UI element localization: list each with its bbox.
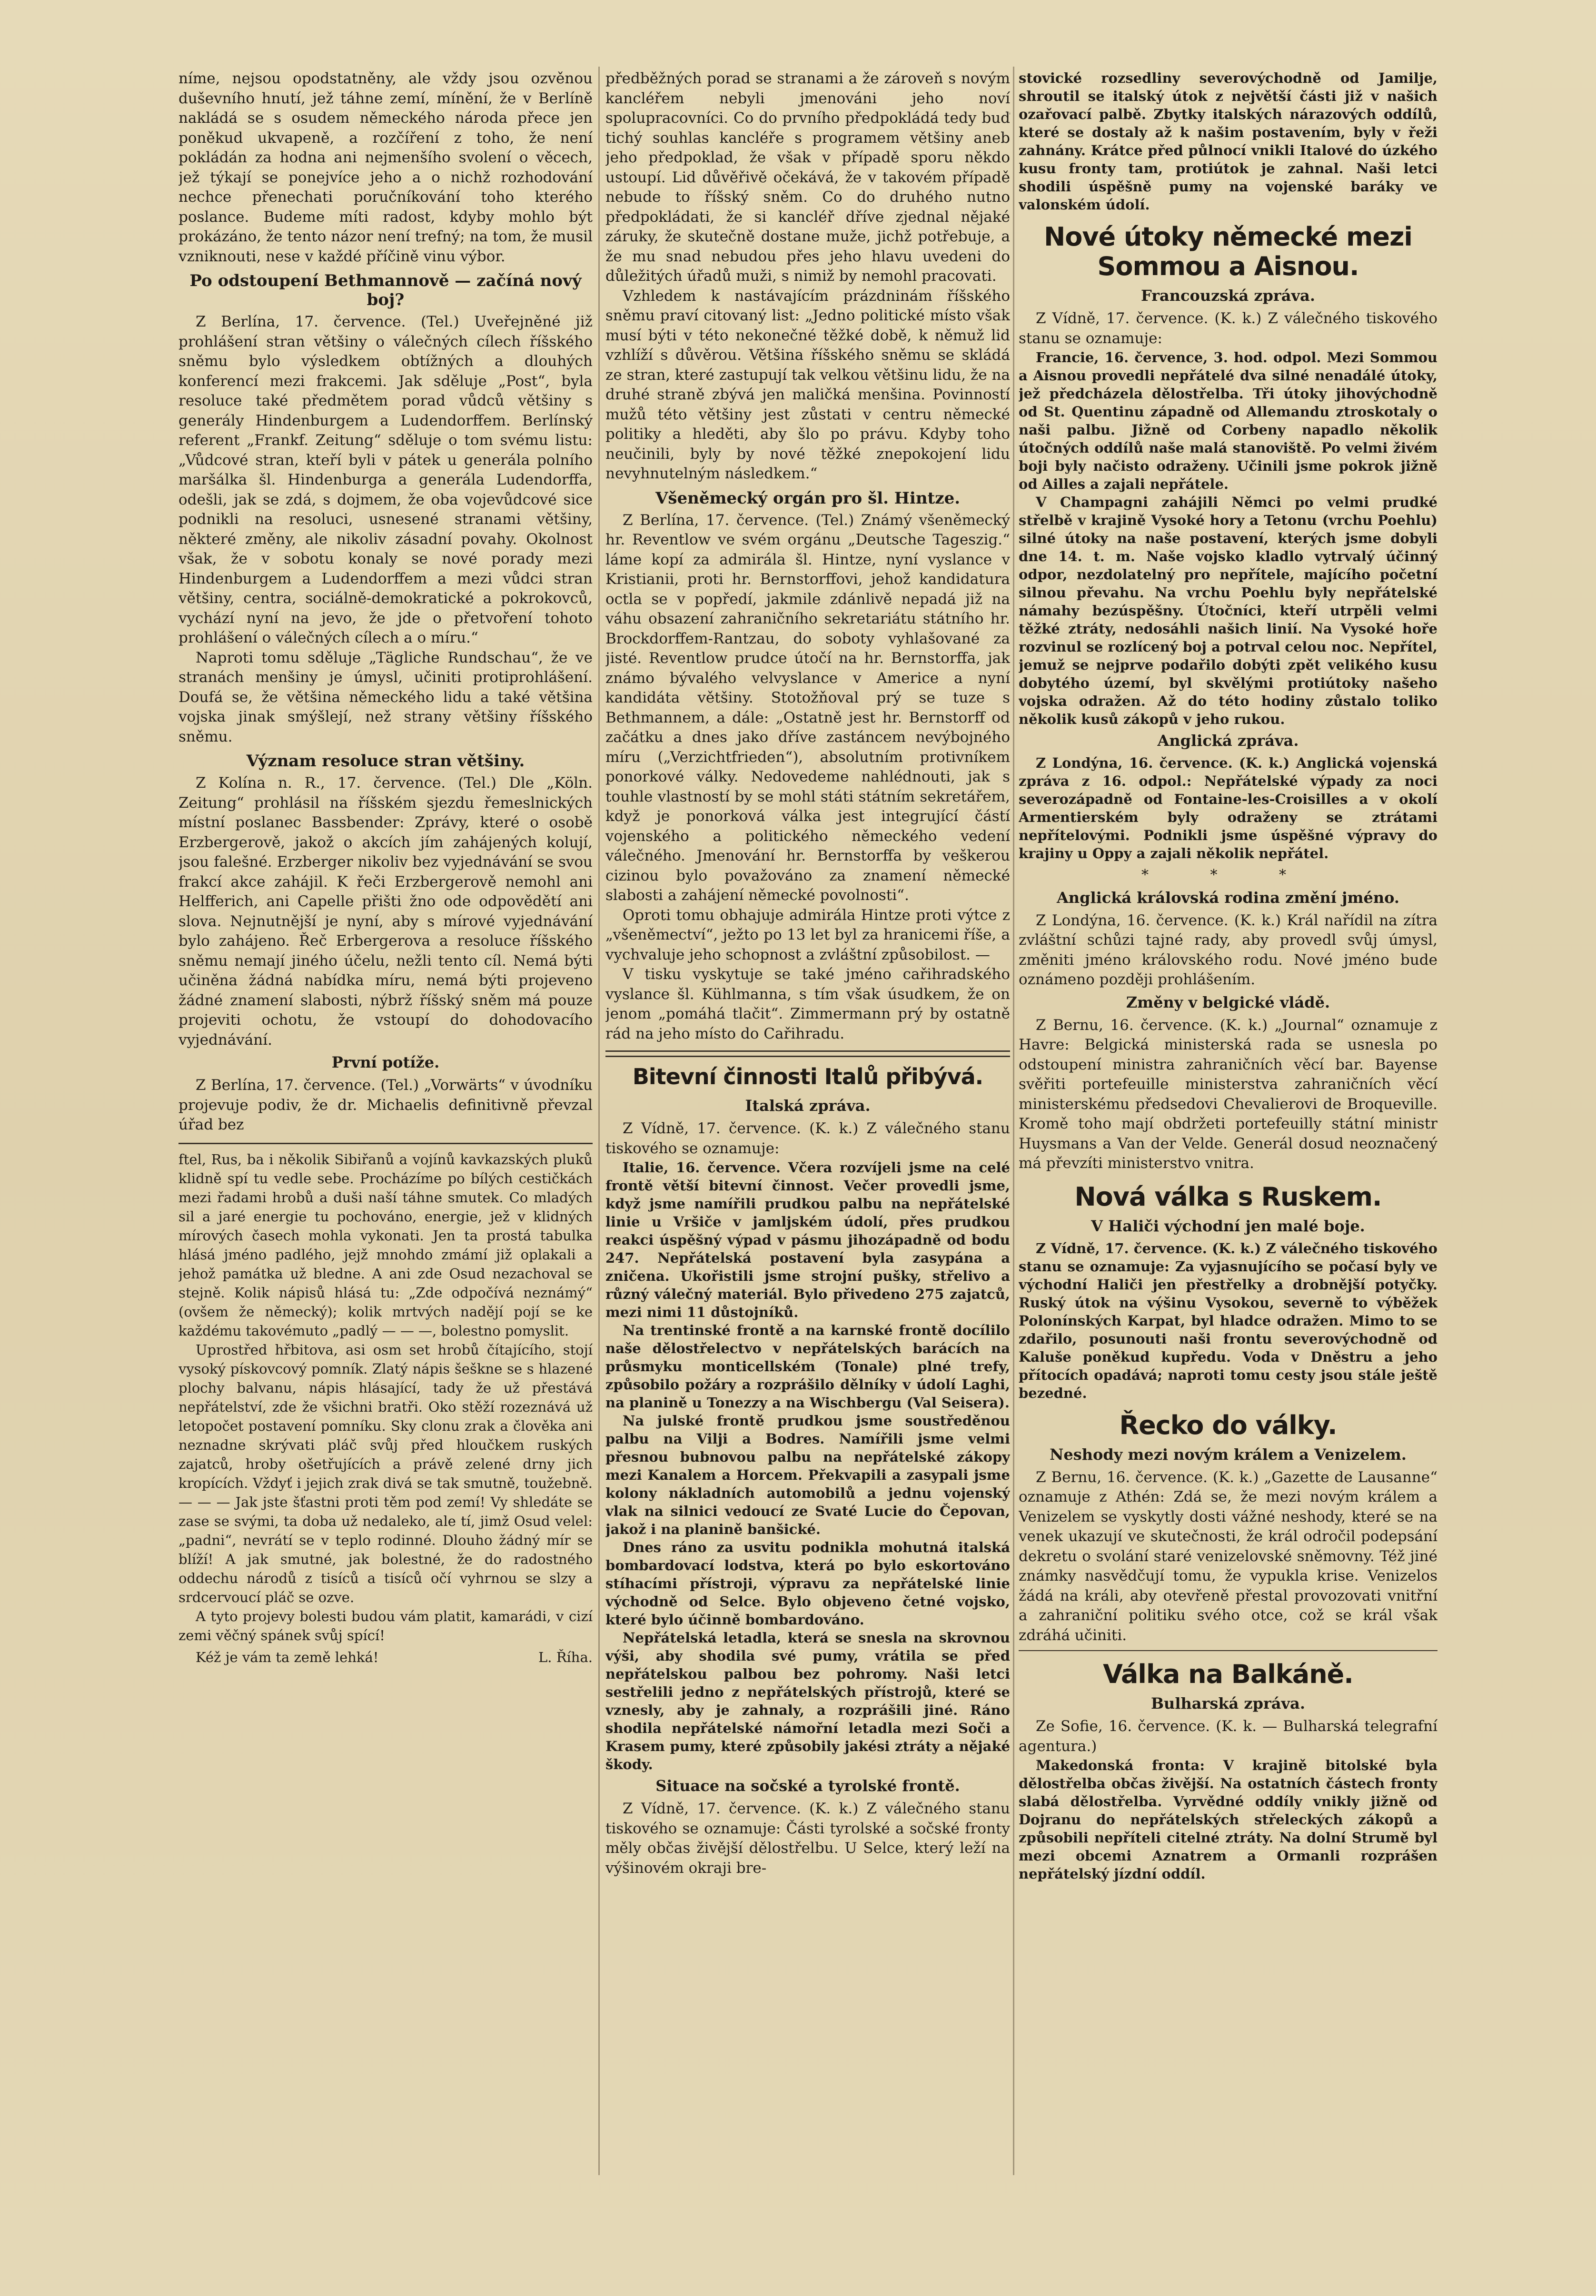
- article-text: Nepřátelská letadla, která se snesla na skrovnou výši, aby shodila své pumy, vrátila se před nepřátelskou palbou bez pohromy. Naši letci sestřelili jedno z nepřátelských přístrojů, které se vznesly, aby je zahnaly, a rozprášili jiné. Ráno shodila nepřátelské námořní letadla mezi Soči a Krasem pumy, které způsobily jakési ztráty a nějaké škody.: [605, 1630, 1010, 1772]
- article-text: Makedonská fronta: V krajině bitolské byla dělostřelba občas živější. Na ostatních částech fronty slabá dělostřelba. Vyrvědné oddíly vnikly jižně od Dojranu do nepřátelských střeleckých zákopů a způsobili nepříteli citelné ztráty. Na dolní Strumě byl mezi obcemi Aznatrem a Ormanli rozprášen nepřátelský jízdní oddíl.: [1019, 1757, 1437, 1882]
- section-rule: [1019, 1650, 1437, 1651]
- article-text: V tisku vyskytuje se také jméno cařihradského vyslance šl. Kühlmanna, s tím však úsudkem, že on jenom „pomáhá tlačit“. Zimmermann prý by ostatně rád na jeho místo do Cařihradu.: [605, 966, 1010, 1042]
- headline-vyznam: Význam resoluce stran většiny.: [246, 752, 525, 771]
- article-text: V Champagni zahájili Němci po velmi prudké střelbě v krajině Vysoké hory a Tetonu (vrchu Poehlu) silné útoky na naše postavení, kterých jsme dobyli dne 14. t. m. Naše vojsko kladlo vytrvalý účinný odpor, nezdolatelný pro nepřítele, majícího početní silnou převahu. Na vrchu Poehlu byly nepřátelské námahy bezúspěšny. Útočníci, kteří utrpěli velmi těžké ztráty, nedosáhli našich linií. Na Vysoké hoře rozvinul se rozlícený boj a potrval celou noc. Nepřítel, jemuž se nejprve podařilo dobýti zpět velikého kusu dobytého území, byl skvělými protiútoky našeho vojska odražen. Až do této hodiny zůstalo toliko několik kusů zákopů v jeho rukou.: [1019, 494, 1437, 727]
- feuilleton-text: Uprostřed hřbitova, asi osm set hrobů čítajícího, stojí vysoký pískovcový pomník. Zlatý nápis šeškne se s hlazené plochy balvanu, nápis hlásající, tady že už přestává nepřátelství, zde že všichni bratři. Oko stěží rozeznává už letopočet postavení pomníku. Sky clonu zrak a člověka ani neznadne skrývati pláč svůj před hloučkem ruských zajatců, hroby ošetřujících a právě zelené drny jich kropících. Vždyť i jejich zrak divá se tak smutně, toužebně. — — — Jak jste šťastni proti těm pod zemí! Vy shledáte se zase se svými, ta doba už nedaleko, ale tí, jimž Osud velel: „padni“, nevrátí se v teplo rodinné. Dlouho žádný mír se blíží! A jak smutné, jak bolestné, že do radostného oddechu národů z tisíců a tisíců očí vyhrnou se slzy a srdcervoucí pláč se ozve.: [178, 1341, 593, 1605]
- article-text: stovické rozsedliny severovýchodně od Jamilje, shroutil se italský útok z největší části již v našich ozařovací palbě. Zbytky italských nárazových oddílů, které se dostaly až k našim postavením, byly v řeži zahnány. Krátce před půlnocí vnikli Italové do úzkého kusu fronty tam, protiútok je zahnal. Naši letci shodili úspěšně pumy na vojenské baráky ve valonském údolí.: [1019, 70, 1437, 213]
- article-text: Francie, 16. července, 3. hod. odpol. Mezi Sommou a Aisnou provedli nepřátelé dva silné nenadálé útoky, jež předcházela dělostřelba. Tři útoky jihovýchodně od St. Quentinu západně od Allemandu ztroskotaly o naši palbu. Jižně od Corbeny napadlo několik útočných oddílů naše malá stanoviště. Po velmi živém boji byly načisto odraženy. Učinili jsme pokrok jižně od Ailles a zajali nepřátele.: [1019, 349, 1437, 492]
- headline-kralovska-rodina: Anglická královská rodina změní jméno.: [1056, 888, 1400, 907]
- article-text: Na trentinské frontě a na karnské frontě docílilo naše dělostřelectvo v nepřátelských barácích na průsmyku monticellském (Tonale) plné trefy, způsobilo požáry a rozprášilo dělníky v údolí Laghi, na planině u Tonezzy a na Wischbergu (Val Seisera).: [605, 1322, 1010, 1411]
- column-3: [1019, 69, 1437, 2173]
- feuilleton: [178, 1143, 593, 1667]
- subhead-italska: Italská zpráva.: [745, 1097, 871, 1115]
- subhead-neshody: Neshody mezi novým králem a Venizelem.: [1050, 1445, 1407, 1464]
- subhead-halic: V Haliči východní jen malé boje.: [1091, 1217, 1365, 1235]
- headline-nova-valka: Nová válka s Ruskem.: [1074, 1181, 1382, 1212]
- section-rule: [605, 1050, 1010, 1057]
- article-text: Italie, 16. července. Včera rozvíjeli jsme na celé frontě větší bitevní činnost. Večer provedli jsme, když jsme namířili prudkou palbu na nepřátelské linie u Vršiče v jamljském údolí, přes prudkou reakci úspěšný výpad v pásmu jihozápadně od bodu 247. Nepřátelská postavení byla zasypána a zničena. Ukořistili jsme strojní pušky, střelivo a různý válečný materiál. Bylo přivedeno 275 zajatců, mezi nimi 11 důstojníků.: [605, 1159, 1010, 1320]
- article-text: Z Londýna, 16. července. (K. k.) Anglická vojenská zpráva z 16. odpol.: Nepřátelské výpady za noci severozápadně od Fontaine-les-Croisilles a v okolí Armentierském byly odraženy se ztrátami nepřítelovými. Podnikli jsme úspěšné výpravy do krajiny u Oppy a zajali několik nepřátel.: [1019, 755, 1437, 861]
- article-text: Z Vídně, 17. července. (K. k.) Z válečného stanu tiskového se oznamuje:: [605, 1120, 1010, 1157]
- headline-bethmann: Po odstoupení Bethmannově — začíná nový boj?: [189, 271, 582, 309]
- headline-belgicka: Změny v belgické vládě.: [1126, 993, 1330, 1011]
- headline-recko: Řecko do války.: [1119, 1410, 1337, 1440]
- feuilleton-signature: [178, 1648, 593, 1667]
- headline-socska: Situace na sočské a tyrolské frontě.: [655, 1777, 960, 1795]
- column-1: [178, 69, 593, 2173]
- article-text: Z Kolína n. R., 17. července. (Tel.) Dle „Köln. Zeitung“ prohlásil na říšském sjezdu řemeslnických místní poslanec Bassbender: Zprávy, které o osobě Erzbergerově, jakož o akcích jím zahájených kolují, jsou falešné. Erzberger nikoliv bez vyjednávání se svou frakcí akce zahájil. K řeči Erzbergerově nemohl ani Helfferich, ani Capelle přišti žno ode odpovědětí ani slova. Nejnutnější je nyní, aby s mírové vyjednávání bylo zahájeno. Řeč Erbergerova a resoluce říšského sněmu nemají jiného účelu, nežli tento cíl. Nemá býti učiněna žádná nabídka míru, nemá býti projeveno žádné znamení slabosti, nýbrž říšský sněm má pouze projeviti ochotu, že vstoupí do dohodovacího vyjednávání.: [178, 774, 593, 1049]
- column-rule: [1013, 67, 1014, 2175]
- feuilleton-text: A tyto projevy bolesti budou vám platit, kamarádi, v cizí zemi věčný spánek svůj spící!: [178, 1608, 593, 1643]
- article-text: Z Vídně, 17. července. (K. k.) Z válečného stanu tiskového se oznamuje: Části tyrolské a sočské fronty měly občas živější dělostřelbu. U Selce, který leží na výšinovém okraji bre-: [605, 1800, 1010, 1877]
- article-text: Z Bernu, 16. července. (K. k.) „Gazette de Lausanne“ oznamuje z Athén: Zdá se, že mezi novým králem a Venizelem se vyskytly dosti vážné neshody, které se na venek ukazují ve skutečnosti, že král odročil podepsání dekretu o svolání staré venizelovské sněmovny. Též jiné známky nasvědčují tomu, že vypukla krise. Venizelos žádá na králi, aby otevřeně přestal provozovati vnitřní a zahraniční politiku svého otce, což se král však zdráhá učiniti.: [1019, 1468, 1437, 1644]
- article-text: Z Berlína, 17. července. (Tel.) „Vorwärts“ v úvodníku projevuje podiv, že dr. Michaelis definitivně převzal úřad bez: [178, 1077, 593, 1133]
- article-text: Z Bernu, 16. července. (K. k.) „Journal“ oznamuje z Havre: Belgická ministerská rada se usnesla po odstoupení ministra zahraničních věcí bar. Bayense svěřiti portefeuille ministerstva zahraničních věcí ministerskému předsedovi Chevalierovi de Broqueville. Kromě toho mají obdržeti portefeuilly státní ministr Huysmans a Van der Velde. Generál dosud neoznačený má převzíti ministerstvo vnitra.: [1019, 1016, 1437, 1172]
- article-text: Z Berlína, 17. července. (Tel.) Známý všeněmecký hr. Reventlow ve svém orgánu „Deutsche Tageszig.“ láme kopí za admirála šl. Hintze, nyní vyslance v Kristianii, proti hr. Bernstorffovi, jehož kandidatura octla se v popředí, jakmile zdánlivě nepadá již na váhu obsazení zahraničního sekretariátu státního hr. Brockdorffem-Rantzau, do soboty vyhlašované za jisté. Reventlow prudce útočí na hr. Bernstorffa, jak známo bývalého velvyslance v Americe a nyní kandidáta většiny. Stotožňoval prý se tuze s Bethmannem, a dále: „Ostatně jest hr. Bernstorff od začátku a dnes jako dříve zastáncem nevýbojného míru („Verzichtfrieden“), absolutním protivníkem ponorkové války. Nedovedeme nahlédnouti, jak s touhle vlastností by se mohl státi státním sekretářem, když je ponorková válka jest integrující částí vojenského a politického německého vedení válečného. Jmenování hr. Bernstorffa by veškerou cizinou bylo považováno za znamení německé slabosti a zahájení německé povolnosti“.: [605, 511, 1010, 904]
- article-text: Oproti tomu obhajuje admirála Hintze proti výtce z „všeněmectví“, ježto po 13 let byl za hranicemi říše, a vychvaluje jeho schopnost a zvláštní způsobilost. —: [605, 906, 1010, 963]
- column-2: [605, 69, 1010, 2173]
- headline-vsenemecky: Všeněmecký orgán pro šl. Hintze.: [655, 488, 961, 508]
- article-text: Z Berlína, 17. července. (Tel.) Uveřejněné již prohlášení stran většiny o válečných cílech říšského sněmu bylo výsledkem obtížných a dlouhých konferencí mezi frakcemi. Jak sděluje „Post“, byla resoluce také předmětem porad vůdců většiny s generály Hindenburgem a Ludendorffem. Berlínský referent „Frankf. Zeitung“ sděluje o tom svému listu: „Vůdcové stran, kteří byli v pátek u generála polního maršálka šl. Hindenburga a generála Ludendorffa, odešli, jak se zdá, s dojmem, že oba vojevůdcové sice podnikli na resoluci, usnesené stranami většiny, některé změny, ale nikoliv zásadní povahy. Okolnost však, že v sobotu konaly se nové porady mezi Hindenburgem a Ludendorffem a mezi vůdci stran většiny, centra, sociálně-demokratické a pokrokovců, vychází nyní na jevo, že jde o přetvoření tohoto prohlášení o válečných cílech a o míru.“: [178, 313, 593, 646]
- article-text: předběžných porad se stranami a že zároveň s novým kancléřem nebyli jmenováni jeho noví spolupracovníci. Co do prvního předpokládá tedy buď tichý souhlas kancléře s programem většiny aneb jeho předpoklad, že však v případě sporu někdo ustoupí. Lid důvěřivě očekává, že v takovém případě nebude to říšský sněm. Co do druhého nutno předpokládati, že si kancléř dříve zjednal nějaké záruky, že skutečně dostane muže, jichž potřebuje, a že mu snad nebudou přes jeho hlavu uvedeni do důležitých úřadů muži, s nimiž by nemohl pracovati.: [605, 70, 1010, 285]
- author-name: L. Říha.: [538, 1649, 593, 1665]
- subhead-francouzska: Francouzská zpráva.: [1141, 287, 1315, 305]
- headline-balkan: Válka na Balkáně.: [1103, 1659, 1353, 1689]
- article-text: Ze Sofie, 16. července. (K. k. — Bulharská telegrafní agentura.): [1019, 1718, 1437, 1755]
- article-text: Dnes ráno za usvitu podnikla mohutná italská bombardovací lodstva, která po bylo eskortováno stíhacími přístroji, výpravu za nepřátelské linie východně od Selce. Bylo objeveno četné vojsko, které bylo účinně bombardováno.: [605, 1539, 1010, 1628]
- subhead-bulharska: Bulharská zpráva.: [1151, 1694, 1305, 1712]
- headline-nove-utoky: Nové útoky německé mezi Sommou a Aisnou.: [1044, 222, 1412, 281]
- signature-text: Kéž je vám ta země lehká!: [196, 1649, 379, 1665]
- article-text: Z Vídně, 17. července. (K. k.) Z válečného tiskového stanu se oznamuje:: [1019, 310, 1437, 347]
- article-text: Z Londýna, 16. července. (K. k.) Král nařídil na zítra zvláštní schůzi tajné rady, aby provedl svůj úmysl, změniti jméno královského rodu. Nové jméno bude oznámeno později prohlášením.: [1019, 911, 1437, 988]
- article-text: Vzhledem k nastávajícím prázdninám říšského sněmu praví citovaný list: „Jedno politické místo však musí býti v této nekonečné těžké době, k němuž lid vzhlíží s důvěrou. Většina říšského sněmu se skládá ze stran, které zastupují tak velkou většinu lidu, že na druhé straně zbývá jen maličká menšina. Povinností mužů této většiny jest zůstati v centru německé politiky a hleděti, aby šlo po právu. Kdyby toho neučinili, byly by nové těžké znepokojení lidu nevyhnutelným následkem.“: [605, 287, 1010, 482]
- feuilleton-text: ftel, Rus, ba i několik Sibiřanů a vojínů kavkazských pluků klidně spí tu vedle sebe. Procházíme po bílých cestičkách mezi řadami hrobů a duši naší táhne smutek. Co mladých sil a jaré energie tu pochováno, energie, jež v klidných mírových časech mohla vykonati. Jen ta prostá tabulka hlásá jméno padlého, jejž mnohdo zmámí již oplakali a jehož památka už bledne. A ani zde Osud nezachoval se stejně. Kolik nápisů hlásá tu: „Zde odpočívá neznámý“ (ovšem že německý); kolik mrtvých nadějí pojí se ke každému takovémuto „padlý — — —, bolestno pomyslit.: [178, 1151, 593, 1339]
- separator-stars: * * *: [1141, 867, 1315, 883]
- subhead-anglicka: Anglická zpráva.: [1157, 732, 1299, 750]
- column-rule: [598, 67, 600, 2175]
- headline-prvni-potize: První potíže.: [331, 1053, 440, 1071]
- headline-italu: Bitevní činnosti Italů přibývá.: [632, 1064, 983, 1089]
- article-text: Z Vídně, 17. července. (K. k.) Z válečného tiskového stanu se oznamuje: Za vyjasnujícího se počasí byly ve východní Haliči jen přestřelky a drobnější potyčky. Ruský útok na výšinu Vysokou, severně to výběžek Polonínských Karpat, byl hladce odražen. Mimo to se zdařilo, posunouti naši frontu severovýchodně od Kaluše poněkud kupředu. Voda v Dněstru a jeho přítocích opadává; naproti tomu cesty jsou stále ještě bezedné.: [1019, 1240, 1437, 1401]
- article-text: Naproti tomu sděluje „Tägliche Rundschau“, že ve stranách menšiny je úmysl, učiniti protiprohlášení. Doufá se, že většina německého lidu a také většina vojska jinak smýšlejí, než strany většiny říšského sněmu.: [178, 649, 593, 745]
- article-text: níme, nejsou opodstatněny, ale vždy jsou ozvěnou duševního hnutí, jež táhne zemí, mínění, že v Berlíně nakládá se s osudem německého národa přece jen poněkud ukvapeně, a rozčíření z toho, že není pokládán za hodna ani nejmenšího svolení o věcech, jež týkají se ponejvíce jeho a o nichž rozhodování nechce přenechati poručníkování toho kterého poslance. Budeme míti radost, kdyby mohlo být prokázáno, že tento názor není trefný; na tom, že musil vzniknouti, nese v každé příčině vinu výbor.: [178, 70, 593, 265]
- article-text: Na julské frontě prudkou jsme soustředěnou palbu na Vilji a Bodres. Namířili jsme velmi přesnou bubnovou palbu na nepřátelské zákopy mezi Kanalem a Horcem. Překvapili a zasypali jsme kolony nákladních automobilů a jednu vojenský vlak na silnici vedoucí ze Svaté Lucie do Čepovan, jakož i na planině banšické.: [605, 1413, 1010, 1537]
